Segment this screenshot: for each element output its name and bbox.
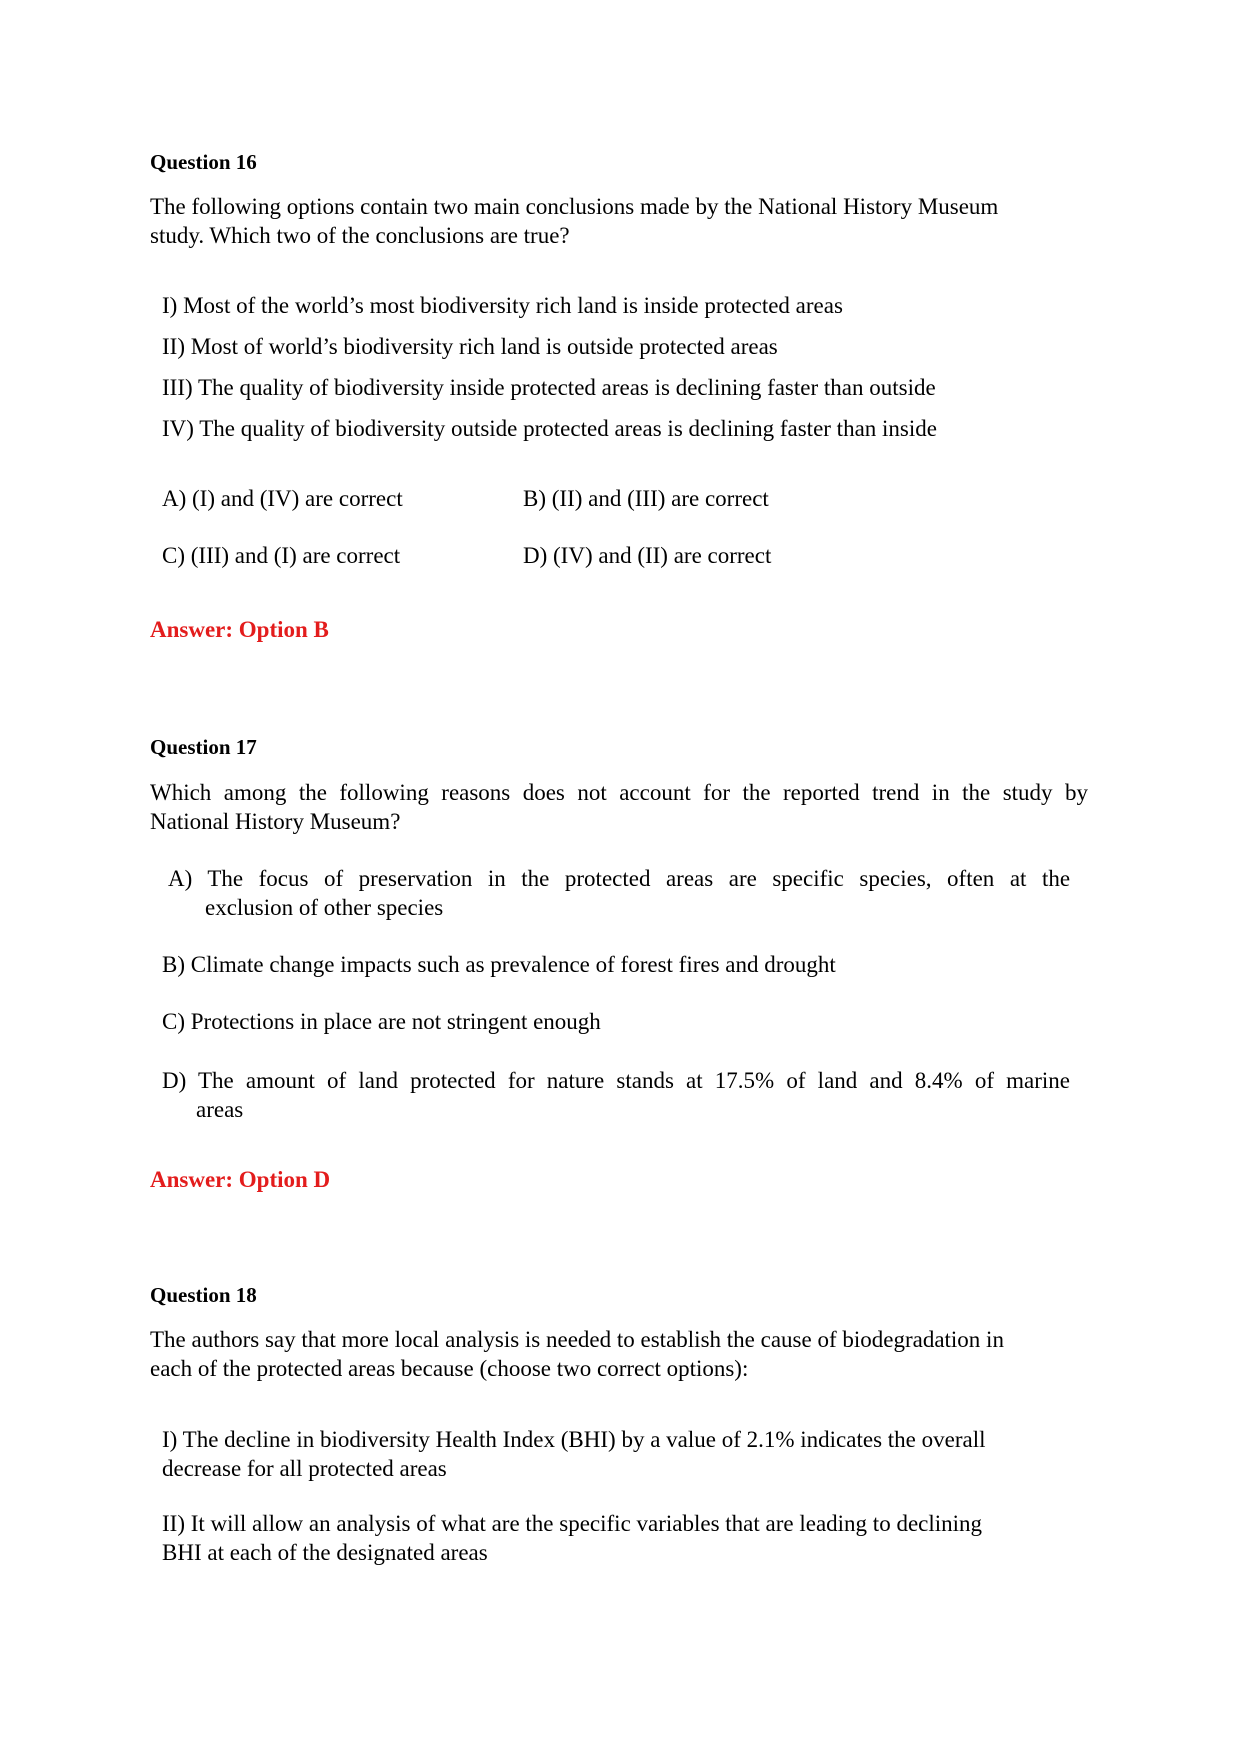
question-18-statement-1-line-1: I) The decline in biodiversity Health Index (BHI) by a value of 2.1% indicates the overall [162, 1427, 986, 1452]
question-17-option-d-line-2: areas [196, 1097, 244, 1122]
question-18-heading: Question 18 [150, 1283, 257, 1307]
question-16-option-d: D) (IV) and (II) are correct [523, 543, 772, 568]
question-17-option-c: C) Protections in place are not stringent enough [162, 1009, 601, 1034]
question-17-prompt-line-1 [150, 780, 1088, 806]
question-16-heading: Question 16 [150, 150, 257, 174]
question-17-prompt-line-2: National History Museum? [150, 809, 401, 834]
question-16-statement-2: II) Most of world’s biodiversity rich land is outside protected areas [162, 334, 778, 359]
question-16-statement-4: IV) The quality of biodiversity outside protected areas is declining faster than inside [162, 416, 937, 441]
question-17-prompt-line-1-text [150, 780, 1088, 806]
question-16-answer: Answer: Option B [150, 617, 329, 642]
question-18-prompt-line-1: The authors say that more local analysis is needed to establish the cause of biodegradation in [150, 1327, 1004, 1352]
question-18-prompt-line-2: each of the protected areas because (choose two correct options): [150, 1356, 749, 1381]
question-16-option-b: B) (II) and (III) are correct [523, 486, 769, 511]
question-17-answer: Answer: Option D [150, 1167, 331, 1192]
question-17-prompt-line-1-span: Which among the following reasons does not account for the reported trend in the study by [150, 780, 1089, 805]
question-18-statement-2-line-1: II) It will allow an analysis of what are the specific variables that are leading to declining [162, 1511, 983, 1536]
question-17-option-a-line-2: exclusion of other species [205, 895, 444, 920]
question-18-statement-1-line-2: decrease for all protected areas [162, 1456, 447, 1481]
question-17-option-d-line-1: D) The amount of land protected for nature stands at 17.5% of land and 8.4% of marine [162, 1068, 1071, 1093]
question-16-statement-1: I) Most of the world’s most biodiversity rich land is inside protected areas [162, 293, 843, 318]
question-17-option-a-line-1: A) The focus of preservation in the protected areas are specific species, often at the [168, 866, 1071, 891]
question-17-heading: Question 17 [150, 735, 257, 759]
question-17-option-b: B) Climate change impacts such as prevalence of forest fires and drought [162, 952, 836, 977]
question-18-statement-2-line-2: BHI at each of the designated areas [162, 1540, 488, 1565]
question-16-option-c: C) (III) and (I) are correct [162, 543, 401, 568]
question-16-prompt-line-2: study. Which two of the conclusions are true? [150, 223, 570, 248]
question-16-statement-3: III) The quality of biodiversity inside protected areas is declining faster than outside [162, 375, 936, 400]
question-16-option-a: A) (I) and (IV) are correct [162, 486, 403, 511]
question-16-prompt-line-1: The following options contain two main conclusions made by the National History Museum [150, 194, 999, 219]
